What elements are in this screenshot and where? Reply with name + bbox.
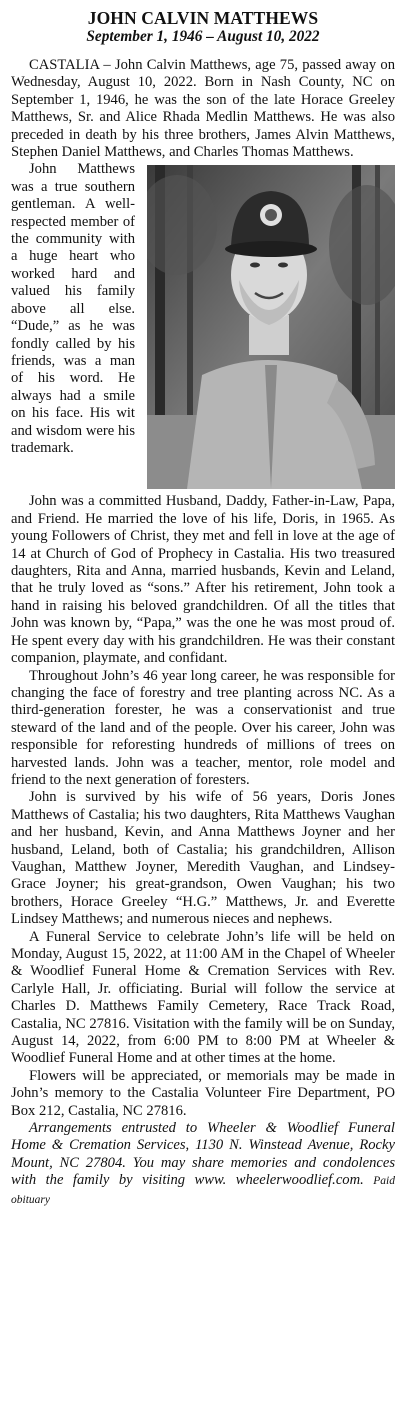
- paragraph-family-man: John was a committed Husband, Daddy, Father-in-Law, Papa, and Friend. He married the love of his life, Doris, in 1965. As young Followers of Christ, they met and fell in love at the age of 14 at Church of God of Prophecy in Castalia. His two treasured daughters, Rita and Anna, married husbands, Kevin and Leland, that he truly loved as “sons.” After his retirement, John took a hand in raising his beloved grandchildren. Of all the titles that John was known by, “Papa,” was the one he was most proud of. He spent every day with his grandchildren. He was their constant companion, playmate, and confidant.: [11, 493, 395, 667]
- portrait-photo: [147, 165, 395, 489]
- arrangements-text: Arrangements entrusted to Wheeler & Woodlief Funeral Home & Cremation Services, 1130 N. Winstead Avenue, Rocky Mount, NC 27804. You may share memories and condolences with the family by visiting www. wheelerwoodlief.com.: [11, 1120, 395, 1189]
- paid-obituary-label: Paid obituary: [11, 1175, 395, 1206]
- paragraph-career: Throughout John’s 46 year long career, he was responsible for changing the face of forestry and tree planting across NC. As a third-generation forester, he was a conservationist and true steward of the land and of the people. Over his career, John was responsible for reforesting hundreds of millions of trees on harvested lands. John was a teacher, mentor, role model and friend to the next generation of foresters.: [11, 667, 395, 788]
- paragraph-intro: CASTALIA – John Calvin Matthews, age 75, passed away on Wednesday, August 10, 2022. Born in Nash County, NC on September 1, 1946, he was the son of the late Horace Greeley Matthews, Sr. and Alice Rhada Medlin Matthews. He was also preceded in death by his three brothers, James Alvin Matthews, Stephen Daniel Matthews, and Charles Thomas Matthews.: [11, 57, 395, 161]
- obituary-name: JOHN CALVIN MATTHEWS: [87, 8, 319, 28]
- paragraph-memorials: Flowers will be appreciated, or memorials may be made in John’s memory to the Castalia Volunteer Fire Department, PO Box 212, Castalia, NC 27816.: [11, 1067, 395, 1119]
- photo-text-block: [11, 161, 395, 493]
- paragraph-arrangements: [11, 1120, 395, 1209]
- paragraph-gentleman: John Matthews was a true southern gentleman. A well-respected member of the community with a huge heart who worked hard and valued his family above all else. “Dude,” as he was fondly called by his friends, was a man of his word. He always had a smile on his face. His wit and wisdom were his trademark.: [11, 161, 135, 456]
- obituary-dates: September 1, 1946 – August 10, 2022: [86, 28, 320, 45]
- paragraph-survivors: John is survived by his wife of 56 years, Doris Jones Matthews of Castalia; his two daughters, Rita Matthews Vaughan and her husband, Kevin, and Anna Matthews Joyner and her husband, Leland, both of Castalia; his grandchildren, Allison Vaughan, Matthew Joyner, Meredith Vaughan, and Lindsey-Grace Joyner; his great-grandson, Owen Vaughan; his two brothers, Horace Greeley “H.G.” Matthews, Jr. and Everette Lindsey Matthews; and numerous nieces and nephews.: [11, 789, 395, 928]
- paragraph-service: A Funeral Service to celebrate John’s life will be held on Monday, August 15, 2022, at 11:00 AM in the Chapel of Wheeler & Woodlief Funeral Home & Cremation Services with Rev. Carlyle Hall, Jr. officiating. Burial will follow the service at Charles D. Matthews Family Cemetery, Race Track Road, Castalia, NC 27816. Visitation with the family will be on Sunday, August 14, 2022, from 6:00 PM to 8:00 PM at Wheeler & Woodlief Funeral Home and at other times at the home.: [11, 928, 395, 1067]
